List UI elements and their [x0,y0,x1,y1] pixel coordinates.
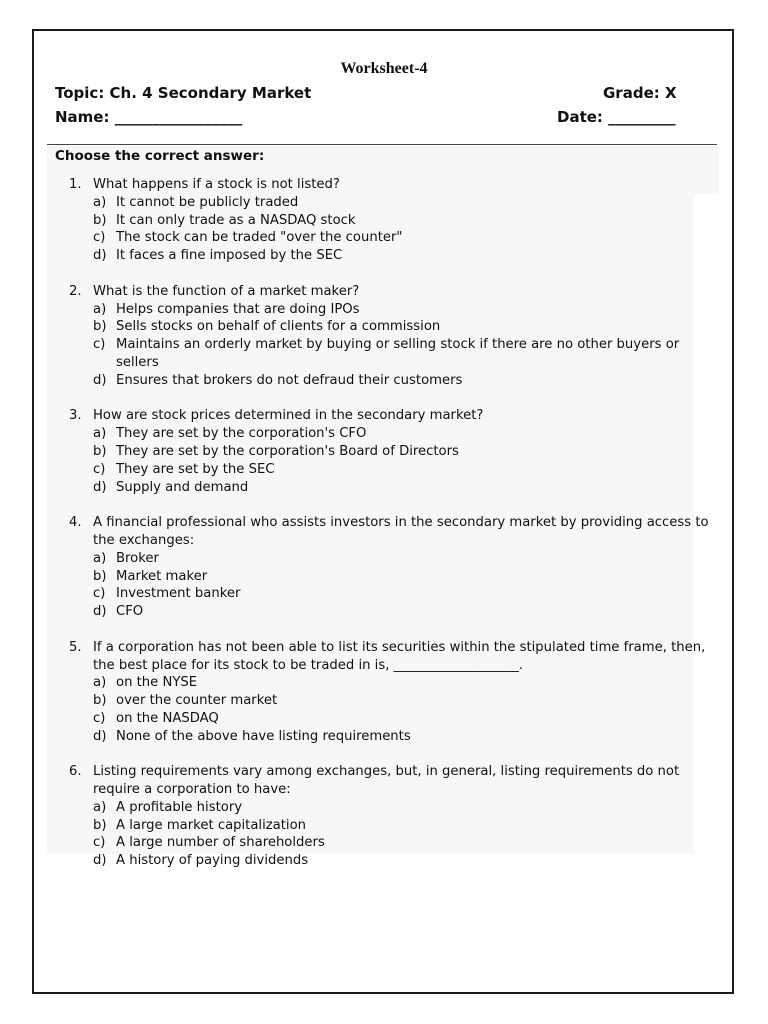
question-1 [55,176,715,265]
answer-option[interactable] [55,568,715,586]
answer-option[interactable] [55,817,715,835]
answer-option[interactable] [55,425,715,443]
option-letter: a) [93,301,107,317]
answer-option[interactable] [55,229,715,247]
option-letter: c) [93,586,106,602]
question-6 [55,763,715,870]
answer-option[interactable] [55,852,715,870]
question-3 [55,407,715,496]
answer-option[interactable] [55,585,715,603]
answer-option[interactable] [55,550,715,568]
option-letter: a) [93,426,107,442]
option-text: They are set by the corporation's Board of Directors [116,443,459,459]
option-letter: c) [93,835,106,851]
question-text: Listing requirements vary among exchanges, but, in general, listing requirements do not require a corporation to have: [93,764,680,798]
question-list [55,176,715,888]
option-text: Helps companies that are doing IPOs [116,301,360,317]
option-text: They are set by the SEC [116,461,275,477]
option-text: A history of paying dividends [116,853,309,869]
option-letter: d) [93,248,107,264]
question-number: 1. [69,177,82,192]
answer-option[interactable] [55,247,715,265]
option-text: A large market capitalization [116,817,307,833]
option-text: The stock can be traded "over the counter" [116,230,403,246]
option-text: Market maker [116,568,208,584]
topic-label: Topic: Ch. 4 Secondary Market [55,84,312,102]
question-2 [55,283,715,390]
answer-option[interactable] [55,674,715,692]
answer-option[interactable] [55,799,715,817]
question-text: If a corporation has not been able to list its securities within the stipulated time frame, then, the best place for its stock to be traded in is, ___________________. [93,639,706,673]
option-list [93,301,715,390]
question-text: How are stock prices determined in the secondary market? [93,408,484,424]
option-text: Supply and demand [116,479,249,495]
option-text: A profitable history [116,799,243,815]
question-4 [55,514,715,621]
answer-option[interactable] [55,336,715,372]
question-number: 6. [69,764,82,780]
option-list [93,674,715,745]
option-text: It cannot be publicly traded [116,194,299,210]
option-text: It can only trade as a NASDAQ stock [116,212,356,228]
question-5 [55,639,715,746]
answer-option[interactable] [55,461,715,479]
option-letter: c) [93,230,106,246]
question-number: 2. [69,283,82,299]
answer-option[interactable] [55,194,715,212]
option-letter: b) [93,319,107,335]
header-divider [47,144,717,145]
answer-option[interactable] [55,212,715,230]
answer-option[interactable] [55,710,715,728]
option-letter: a) [93,194,107,210]
option-text: CFO [116,604,144,620]
name-field: Name: _________________ [55,108,243,126]
option-letter: b) [93,693,107,709]
answer-option[interactable] [55,728,715,746]
option-letter: b) [93,568,107,584]
option-list [93,425,715,496]
answer-option[interactable] [55,692,715,710]
option-letter: d) [93,728,107,744]
option-text: over the counter market [116,693,278,709]
option-text: They are set by the corporation's CFO [116,426,367,442]
option-letter: b) [93,212,107,228]
answer-option[interactable] [55,479,715,497]
option-letter: d) [93,853,107,869]
answer-option[interactable] [55,834,715,852]
option-text: A large number of shareholders [116,835,325,851]
option-letter: c) [93,710,106,726]
question-text: A financial professional who assists investors in the secondary market by providing access to the exchanges: [93,515,709,548]
option-list [93,799,715,870]
grade-label: Grade: X [603,84,677,102]
question-text: What happens if a stock is not listed? [93,177,340,192]
option-text: Maintains an orderly market by buying or selling stock if there are no other buyers or sellers [116,337,680,370]
option-letter: d) [93,372,107,388]
option-letter: c) [93,337,106,353]
date-field: Date: _________ [557,108,676,126]
question-number: 5. [69,639,82,655]
option-text: Sells stocks on behalf of clients for a commission [116,319,441,335]
instructions: Choose the correct answer: [55,148,265,164]
option-letter: c) [93,461,106,477]
option-text: on the NYSE [116,675,198,691]
question-number: 3. [69,408,82,424]
option-text: Investment banker [116,586,241,602]
answer-option[interactable] [55,318,715,336]
question-text: What is the function of a market maker? [93,283,360,299]
answer-option[interactable] [55,603,715,621]
option-text: It faces a fine imposed by the SEC [116,248,343,264]
option-letter: b) [93,817,107,833]
worksheet-title: Worksheet-4 [340,60,428,77]
option-text: Broker [116,550,159,566]
answer-option[interactable] [55,443,715,461]
option-letter: a) [93,675,107,691]
question-number: 4. [69,515,82,531]
option-list [93,550,715,621]
option-letter: d) [93,479,107,495]
answer-option[interactable] [55,372,715,390]
option-letter: a) [93,799,107,815]
option-letter: d) [93,604,107,620]
option-text: Ensures that brokers do not defraud their customers [116,372,463,388]
answer-option[interactable] [55,301,715,319]
option-letter: a) [93,550,107,566]
option-text: None of the above have listing requirements [116,728,411,744]
option-letter: b) [93,443,107,459]
option-text: on the NASDAQ [116,710,219,726]
option-list [93,194,715,265]
